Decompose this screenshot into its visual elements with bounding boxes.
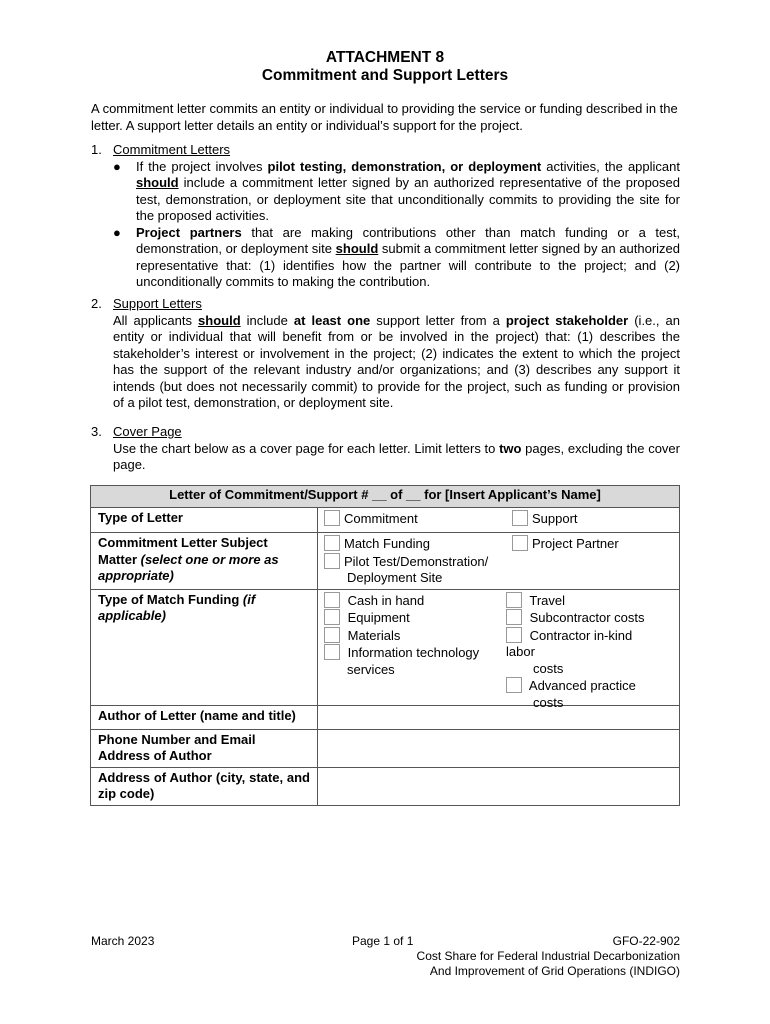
contractor-inkind-checkbox[interactable] — [506, 627, 522, 643]
phone-email-label: Phone Number and Email Address of Author — [91, 729, 318, 767]
pilot-test-checkbox[interactable] — [324, 553, 340, 569]
advanced-practice-option[interactable]: Advanced practice — [506, 677, 696, 695]
pilot-test-option-cont: Deployment Site — [347, 570, 443, 585]
commitment-option[interactable]: Commitment — [324, 511, 418, 526]
footer-line3: And Improvement of Grid Operations (INDIGO) — [429, 964, 680, 978]
it-option-cont: services — [347, 661, 395, 677]
advanced-practice-cont: costs — [533, 694, 564, 710]
footer-line2: Cost Share for Federal Industrial Decarbonization — [416, 949, 680, 963]
contractor-inkind-cont2: costs — [533, 660, 564, 676]
phone-email-field[interactable] — [318, 729, 680, 767]
address-field[interactable] — [318, 767, 680, 805]
match-funding-checkbox[interactable] — [324, 535, 340, 551]
travel-checkbox[interactable] — [506, 592, 522, 608]
equipment-checkbox[interactable] — [324, 609, 340, 625]
contractor-inkind-option[interactable]: Contractor in-kind — [506, 627, 696, 645]
match-funding-option[interactable]: Match Funding — [324, 536, 430, 551]
type-of-letter-options — [318, 508, 680, 533]
bullet-text: If the project involves pilot testing, demonstration, or deployment activities, the applicant should include a commitment letter signed by an authorized representative of the proposed test, demonstration, or deployment site that unconditionally commits to providing the site for the proposed activities. — [136, 158, 680, 223]
materials-option[interactable]: Materials — [324, 627, 504, 645]
bullet-icon: ● — [113, 224, 121, 240]
section-number: 1. — [91, 142, 102, 157]
section-body: Use the chart below as a cover page for each letter. Limit letters to two pages, excluding the cover page. — [113, 440, 680, 472]
project-partner-checkbox[interactable] — [512, 535, 528, 551]
support-option[interactable]: Support — [512, 510, 578, 528]
it-checkbox[interactable] — [324, 644, 340, 660]
cover-page-table — [90, 485, 680, 806]
subcontractor-checkbox[interactable] — [506, 609, 522, 625]
type-of-letter-label: Type of Letter — [91, 508, 318, 533]
section-number: 3. — [91, 424, 102, 439]
section-heading: Commitment Letters — [113, 142, 231, 157]
commitment-checkbox[interactable] — [324, 510, 340, 526]
bullet-text: Project partners that are making contributions other than match funding or a test, demonstration, or deployment site should submit a commitment letter signed by an authorized representative that: (1) identifies how the partner will contribute to the project; and (2) unconditionally commits to making the contribution. — [136, 224, 681, 289]
match-funding-type-label: Type of Match Funding (if applicable) — [91, 589, 318, 705]
it-option[interactable]: Information technology — [324, 644, 504, 662]
match-funding-type-options — [318, 589, 680, 710]
subject-matter-options — [318, 533, 680, 590]
subcontractor-option[interactable]: Subcontractor costs — [506, 609, 696, 627]
author-label: Author of Letter (name and title) — [91, 705, 318, 729]
contractor-inkind-cont: labor — [506, 644, 535, 659]
support-checkbox[interactable] — [512, 510, 528, 526]
page-title: ATTACHMENT 8 — [325, 49, 445, 66]
address-label: Address of Author (city, state, and zip code) — [91, 767, 318, 805]
footer-date: March 2023 — [91, 934, 155, 948]
cash-checkbox[interactable] — [324, 592, 340, 608]
pilot-test-option[interactable]: Pilot Test/Demonstration/ — [324, 553, 673, 571]
section-heading: Cover Page — [113, 424, 182, 439]
project-partner-option[interactable]: Project Partner — [512, 535, 619, 553]
intro-paragraph: A commitment letter commits an entity or individual to providing the service or funding described in the letter. A support letter details an entity or individual’s support for the project. — [91, 101, 678, 133]
travel-option[interactable]: Travel — [506, 592, 696, 610]
subject-matter-label: Commitment Letter Subject Matter (select one or more as appropriate) — [91, 533, 318, 590]
footer-code: GFO-22-902 — [612, 934, 680, 948]
section-body: All applicants should include at least one support letter from a project stakeholder (i.e., an entity or individual that will benefit from or be involved in the project) that: (1) describes the stakeholder’s interest or involvement in the project; (2) indicates the extent to which the project has the support of the relevant industry and/or organizations; and (3) describes any support it intends (but does not necessarily commit) to provide for the project, such as funding or provision of a pilot test, demonstration, or deployment site. — [113, 312, 680, 410]
bullet-icon: ● — [113, 158, 121, 174]
table-header: Letter of Commitment/Support # __ of __ for [Insert Applicant’s Name] — [91, 486, 680, 508]
page-subtitle: Commitment and Support Letters — [261, 67, 509, 84]
footer-page-number: Page 1 of 1 — [352, 934, 414, 948]
section-heading: Support Letters — [113, 296, 202, 311]
footer-solicitation — [417, 934, 680, 979]
section-number: 2. — [91, 296, 102, 311]
advanced-practice-checkbox[interactable] — [506, 677, 522, 693]
materials-checkbox[interactable] — [324, 627, 340, 643]
equipment-option[interactable]: Equipment — [324, 609, 504, 627]
cash-option[interactable]: Cash in hand — [324, 592, 504, 610]
